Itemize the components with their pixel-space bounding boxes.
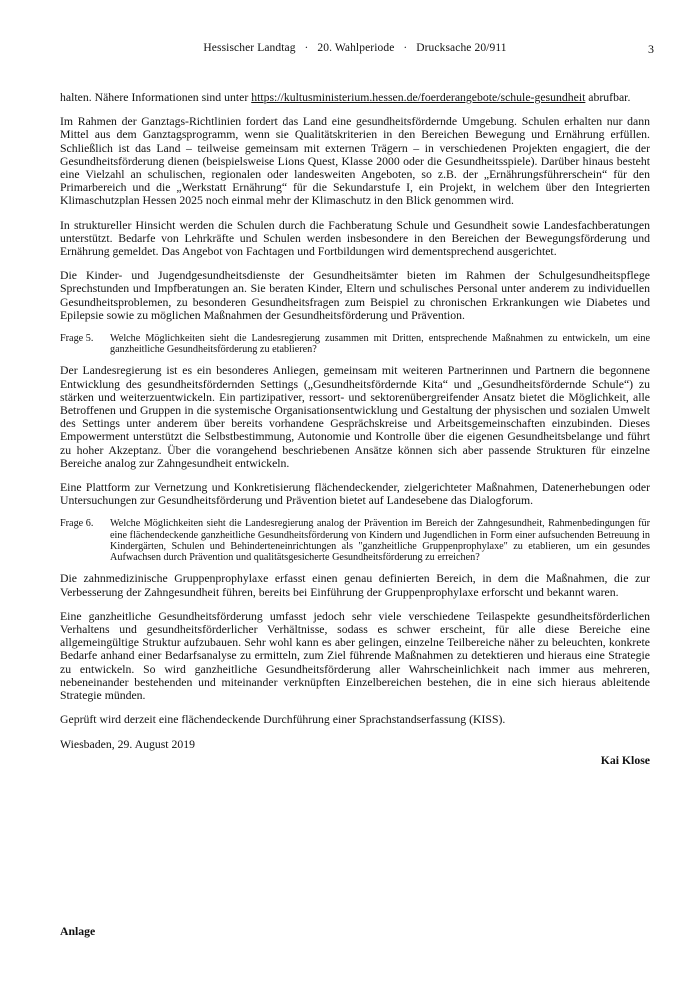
header-info [60, 42, 650, 54]
paragraph-text: halten. Nähere Informationen sind unter [60, 91, 252, 104]
question-text: Welche Möglichkeiten sieht die Landesregierung zusammen mit Dritten, entsprechende Maßnahmen zu entwickeln, um eine ganzheitliche Gesundheitsförderung zu etablieren? [110, 333, 650, 356]
page-header [60, 42, 654, 62]
place-date: Wiesbaden, 29. August 2019 [60, 738, 195, 752]
paragraph-9: Geprüft wird derzeit eine flächendeckende Durchführung einer Sprachstandserfassung (KISS). [60, 713, 506, 727]
header-period: 20. Wahlperiode [317, 42, 395, 54]
paragraph-8: Eine ganzheitliche Gesundheitsförderung umfasst jedoch sehr viele verschiedene Teilaspekte gesundheitsförderlichen Verhaltens und gesundheitsförderlicher Verhältnisse, sodass es schwer erscheint, für alle diese Bereiche eine allgemeingültige Struktur aufzubauen. Sehr wohl kann es aber gelingen, einzelne Teilbereiche näher zu beleuchten, konkrete Bedarfe anhand einer Bedarfsanalyse zu ermitteln, zum Ziel führende Maßnahmen zu detektieren und hieraus eine Strategie zu entwickeln. So wird ganzheitliche Gesundheitsförderung aller Wahrscheinlichkeit nach immer aus mehreren, nebeneinander bestehenden und miteinander verknüpften Einzelbereichen bestehen, die in eine sich hieraus ableitende Strategie münden. [60, 609, 650, 702]
attachment-label: Anlage [60, 925, 96, 938]
info-link[interactable]: https://kultusministerium.hessen.de/foerderangebote/schule-gesundheit [251, 91, 586, 104]
page-number: 3 [648, 42, 654, 56]
question-number: Frage 6. [60, 518, 94, 530]
paragraph-7: Die zahnmedizinische Gruppenprophylaxe erfasst einen genau definierten Bereich, in dem die Maßnahmen, die zur Verbesserung der Zahngesundheit führen, bereits bei Einführung der Gruppenprophylaxe erforscht und bekannt waren. [60, 572, 650, 599]
question-text: Welche Möglichkeiten sieht die Landesregierung analog der Prävention im Bereich der Zahngesundheit, Rahmenbedingungen für eine flächendeckende ganzheitliche Gesundheitsförderung von Kindern und Jugendlichen in Form einer aufsuchenden Betreuung in Kindergärten, Schulen und Behinderteneinrichtungen als "ganzheitliche Gruppenprophylaxe" zu etablieren, um ein gesundes Aufwachsen durch Prävention und qualitätsgesicherte Gesundheitsförderung zu erreichen? [110, 518, 650, 564]
header-separator: · [403, 42, 408, 54]
signatory-name: Kai Klose [600, 754, 650, 768]
paragraph-text: abrufbar. [585, 91, 631, 104]
paragraph-2: Im Rahmen der Ganztags-Richtlinien fordert das Land eine gesundheitsfördernde Umgebung. Schulen erhalten nur dann Mittel aus dem Ganztagsprogramm, wenn sie Qualitätskriterien in den Bereichen Bewegung und Ernährung erfüllen. Schließlich ist das Land – teilweise gemeinsam mit externen Trägern – in verschiedenen Projekten engagiert, die der Gesundheitsförderung dienen (beispielsweise Lions Quest, Klasse 2000 oder die Gesundheitsspiele). Darüber hinaus besteht eine Vielzahl an schulischen, regionalen oder landesweiten Angeboten, so z.B. der „Ernährungsführerschein“ für den Primarbereich und die „Werkstatt Ernährung“ für die Sekundarstufe I, ein Projekt, in welchem über den Integrierten Klimaschutzplan Hessen 2025 noch einmal mehr der Klimaschutz in den Blick genommen wird. [60, 115, 650, 208]
question-number: Frage 5. [60, 333, 94, 345]
paragraph-6: Eine Plattform zur Vernetzung und Konkretisierung flächendeckender, zielgerichteter Maßnahmen, Datenerhebungen oder Untersuchungen zur Gesundheitsförderung und Prävention bietet auf Landesebene das Dialogforum. [60, 481, 650, 508]
header-landtag: Hessischer Landtag [203, 42, 296, 54]
signature-block [60, 738, 650, 768]
question-5 [60, 333, 650, 355]
paragraph-3: In struktureller Hinsicht werden die Schulen durch die Fachberatung Schule und Gesundheit sowie Landesfachberatungen unterstützt. Bedarfe von Lehrkräfte und Schulen werden insbesondere in den Bereichen der Bewegungsförderung und Ernährung gemeldet. Das Angebot von Fachtagen und Fortbildungen wird dementsprechend ausgerichtet. [60, 218, 650, 259]
paragraph-5: Der Landesregierung ist es ein besonderes Anliegen, gemeinsam mit weiteren Partnerinnen und Partnern die begonnene Entwicklung des gesundheitsfördernden Settings („Gesundheitsfördernde Kita“ und „Gesundheitsfördernde Schule“) zu stärken und weiterzuentwickeln. Ein partizipativer, ressort- und sektorenübergreifender Ansatz bietet die Möglichkeit, alle Betroffenen und Gruppen in die systemische Organisationsentwicklung und Gestaltung der physischen und sozialen Umwelt des Settings unter anderem über bereits vorhandene Gesprächskreise und Arbeitsgemeinschaften einzubinden. Dieses Empowerment unterstützt die Selbstbestimmung, Autonomie und Kontrolle über die eigenen Gesundheitsbelange und führt zu hoher Akzeptanz. Über die vorangehend beschriebenen Ansätze können sich aber passende Strukturen für einzelne Bereiche analog zur Zahngesundheit entwickeln. [60, 364, 650, 470]
document-body [60, 91, 650, 768]
paragraph-1 [60, 91, 650, 104]
header-drucksache: Drucksache 20/911 [416, 42, 507, 54]
header-separator: · [304, 42, 309, 54]
question-6 [60, 518, 650, 563]
paragraph-4: Die Kinder- und Jugendgesundheitsdienste der Gesundheitsämter bieten im Rahmen der Schulgesundheitspflege Sprechstunden und Impfberatungen an. Sie beraten Kinder, Eltern und schulisches Personal unter anderem zu individuellen Gesundheitsproblemen, zu besonderen Gesundheitsfragen zum Beispiel zu chronischen Erkrankungen wie Diabetes und Epilepsie sowie zu möglichen Maßnahmen der Gesundheitsförderung und Prävention. [60, 269, 650, 322]
